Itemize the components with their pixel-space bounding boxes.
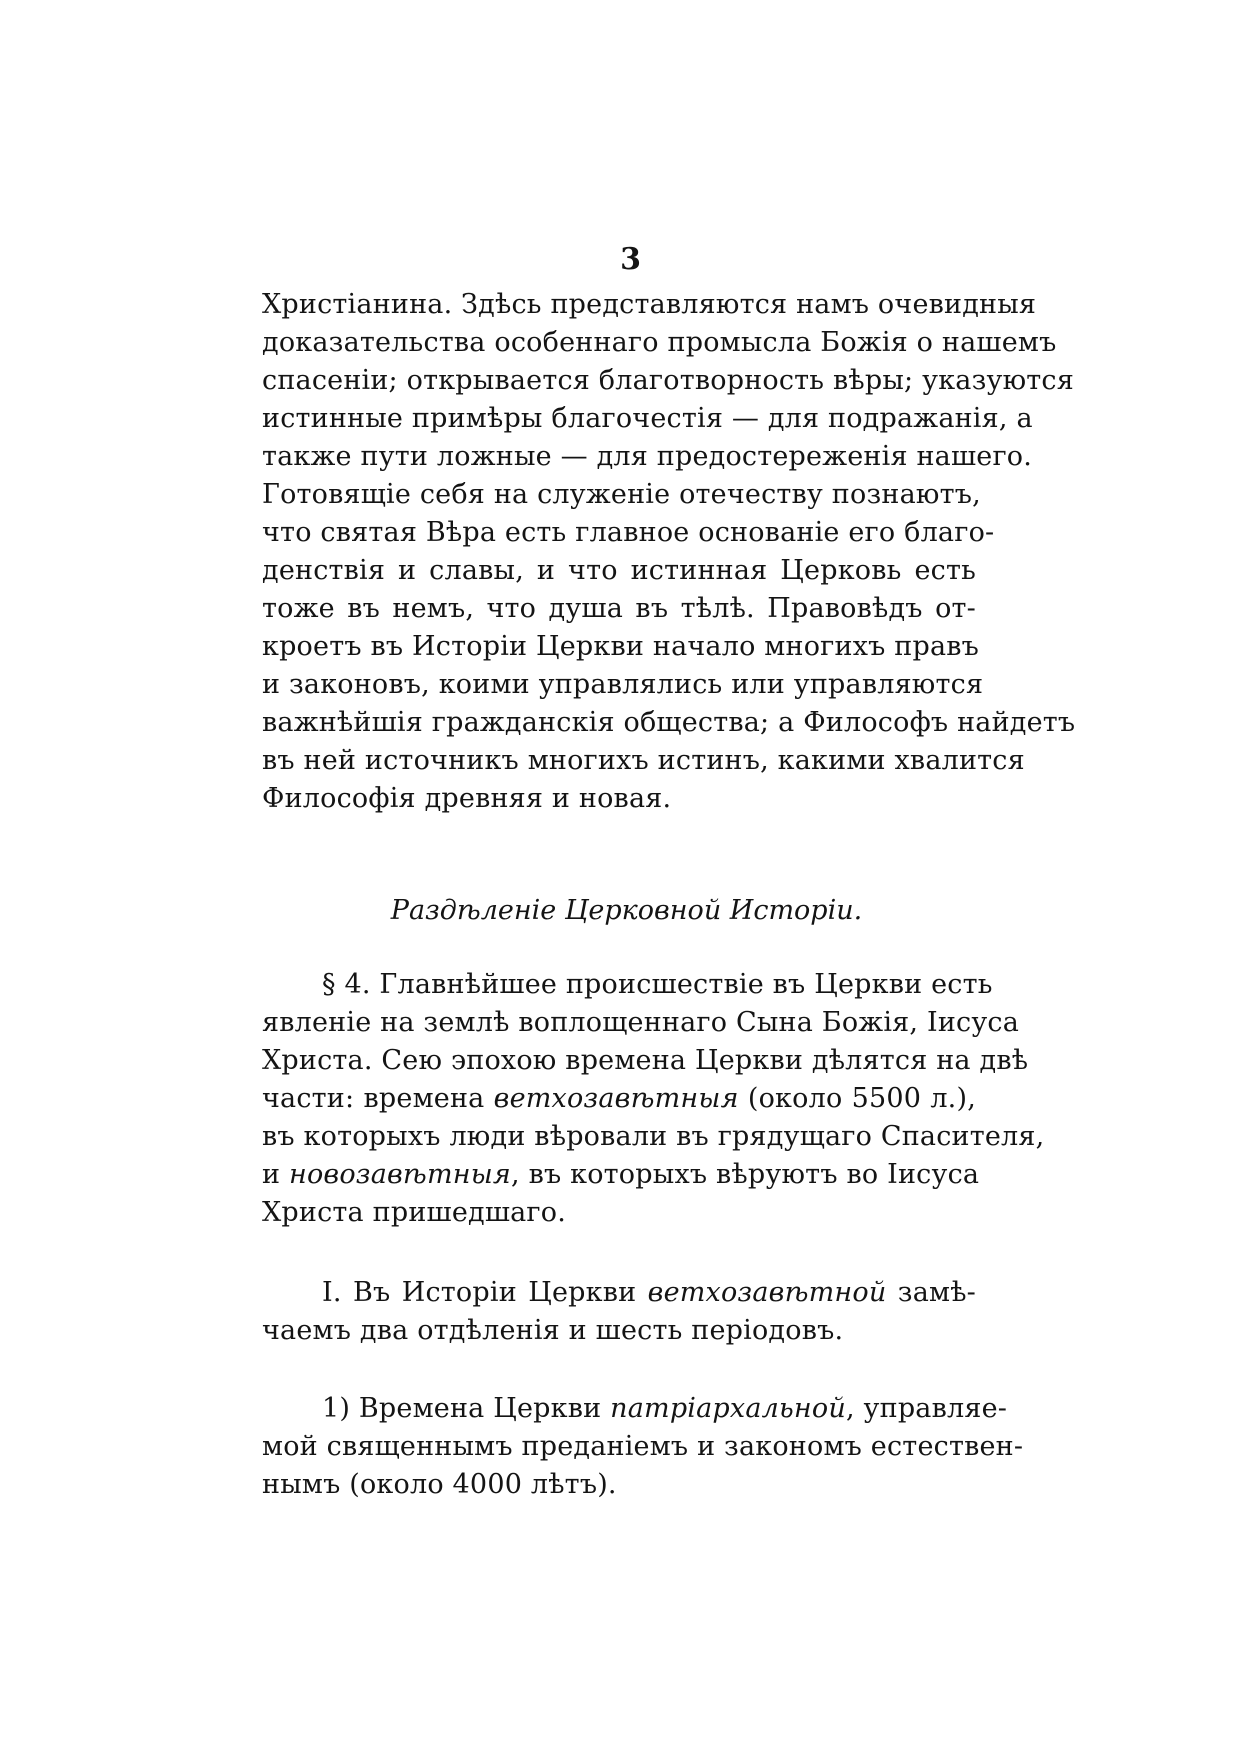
page-number: 3 [620, 242, 641, 277]
text-fragment: , управляе- [845, 1393, 1008, 1424]
text-line: истинные примѣры благочестія — для подражанія, а [262, 403, 1033, 434]
emphasis-term: патріархальной [610, 1393, 846, 1424]
text-line: въ которыхъ люди вѣровали въ грядущаго Спасителя, [262, 1121, 1045, 1152]
text-line: важнѣйшія гражданскія общества; а Философъ найдетъ [262, 707, 1076, 738]
section-4-paragraph [262, 966, 1045, 1232]
text-line: что святая Вѣра есть главное основаніе его благо- [262, 517, 995, 548]
item-1-paragraph [262, 1390, 1024, 1504]
emphasis-term: ветхозавѣтной [647, 1277, 887, 1308]
text-line: чаемъ два отдѣленія и шесть періодовъ. [262, 1315, 844, 1346]
text-fragment: 1) Времена Церкви [322, 1393, 611, 1424]
text-line: мой священнымъ преданіемъ и закономъ естествен- [262, 1431, 1024, 1462]
text-line [262, 1080, 976, 1118]
text-fragment: и [262, 1159, 289, 1190]
section-heading: Раздѣленіе Церковной Исторіи. [390, 895, 863, 926]
text-line: кроетъ въ Исторіи Церкви начало многихъ правъ [262, 631, 980, 662]
text-line: явленіе на землѣ воплощеннаго Сына Божія, Іисуса [262, 1007, 1020, 1038]
text-line: Готовящіе себя на служеніе отечеству познаютъ, [262, 479, 981, 510]
text-line: Христа. Сею эпохою времена Церкви дѣлятся на двѣ [262, 1045, 1029, 1076]
text-line: Христа пришедшаго. [262, 1197, 567, 1228]
text-fragment: I. Въ Исторіи Церкви [322, 1277, 648, 1308]
emphasis-term: ветхозавѣтныя [493, 1083, 739, 1114]
text-line: нымъ (около 4000 лѣтъ). [262, 1469, 617, 1500]
text-fragment: (около 5500 л.), [738, 1083, 976, 1114]
text-line [262, 1156, 980, 1194]
text-line [262, 1274, 976, 1312]
text-line: тоже въ немъ, что душа въ тѣлѣ. Правовѣдъ от- [262, 593, 976, 624]
text-line: спасеніи; открывается благотворность вѣры; указуются [262, 365, 1074, 396]
text-line: въ ней источникъ многихъ истинъ, какими хвалится [262, 745, 1025, 776]
text-fragment: замѣ- [886, 1277, 976, 1308]
text-line: доказательства особеннаго промысла Божія о нашемъ [262, 327, 1057, 358]
text-line: денствія и славы, и что истинная Церковь есть [262, 555, 976, 586]
text-line: также пути ложные — для предостереженія нашего. [262, 441, 1033, 472]
text-line: Христіанина. Здѣсь представляются намъ очевидныя [262, 289, 1037, 320]
emphasis-term: новозавѣтныя [288, 1159, 512, 1190]
text-fragment: части: времена [262, 1083, 494, 1114]
text-line: и законовъ, коими управлялись или управляются [262, 669, 984, 700]
text-line: § 4. Главнѣйшее происшествіе въ Церкви есть [322, 969, 993, 1000]
text-line: Философія древняя и новая. [262, 783, 672, 814]
text-fragment: , въ которыхъ вѣруютъ во Іисуса [511, 1159, 980, 1190]
part-1-paragraph [262, 1274, 976, 1350]
text-line [262, 1390, 1008, 1428]
intro-paragraph [262, 286, 1076, 818]
